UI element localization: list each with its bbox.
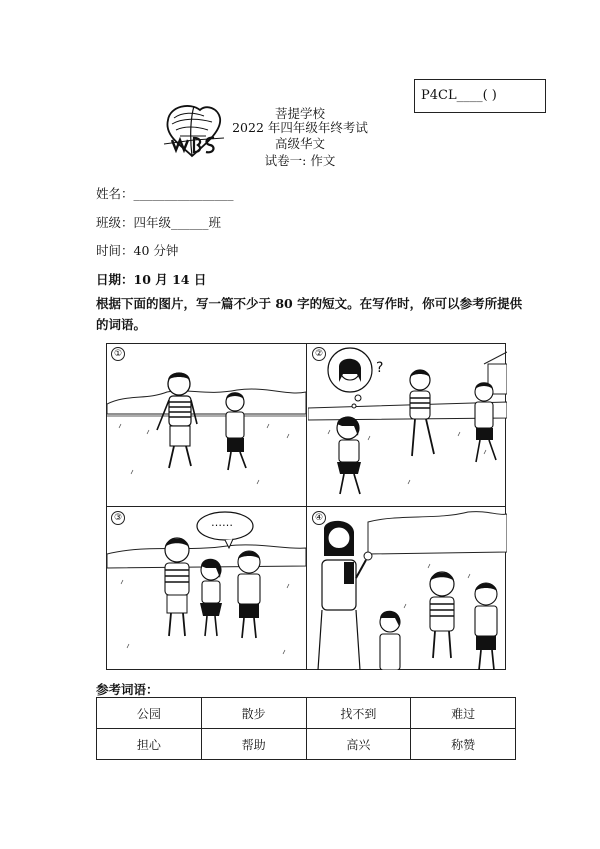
comic-panel-2 [308, 344, 507, 506]
table-cell: 担心 [97, 729, 202, 760]
table-cell: 找不到 [306, 698, 411, 729]
speech-dots: …… [211, 516, 233, 529]
comic-panel-4 [308, 508, 507, 670]
table-cell: 高兴 [306, 729, 411, 760]
table-row [97, 729, 516, 760]
comic-panel-3 [107, 508, 306, 670]
reference-words-label: 参考词语： [96, 682, 159, 697]
question-mark: ? [376, 360, 384, 376]
table-cell: 称赞 [411, 729, 516, 760]
panel-number-1: ① [111, 347, 125, 361]
subject-title: 高级华文 [274, 136, 325, 151]
date-field: 日期：10 月 14 日 [96, 272, 207, 287]
class-number-box: P4CL____( ) [414, 79, 546, 113]
table-cell: 公园 [97, 698, 202, 729]
exam-title: 2022 年四年级年终考试 [232, 120, 368, 135]
name-field: 姓名：________________ [96, 186, 234, 201]
panel-number-4: ④ [312, 511, 326, 525]
class-field: 班级：四年级______班 [96, 215, 222, 230]
school-name: 菩提学校 [274, 106, 325, 121]
writing-instruction: 根据下面的图片，写一篇不少于 80 字的短文。在写作时，你可以参考所提供的词语。 [96, 296, 523, 332]
panel-number-2: ② [312, 347, 326, 361]
table-row [97, 698, 516, 729]
reference-words-table [96, 697, 516, 760]
picture-composition [106, 343, 506, 670]
table-cell: 散步 [201, 698, 306, 729]
table-cell: 帮助 [201, 729, 306, 760]
comic-panel-1 [107, 344, 306, 506]
table-cell: 难过 [411, 698, 516, 729]
panel-number-3: ③ [111, 511, 125, 525]
time-field: 时间：40 分钟 [96, 243, 179, 258]
paper-title: 试卷一: 作文 [264, 153, 336, 168]
